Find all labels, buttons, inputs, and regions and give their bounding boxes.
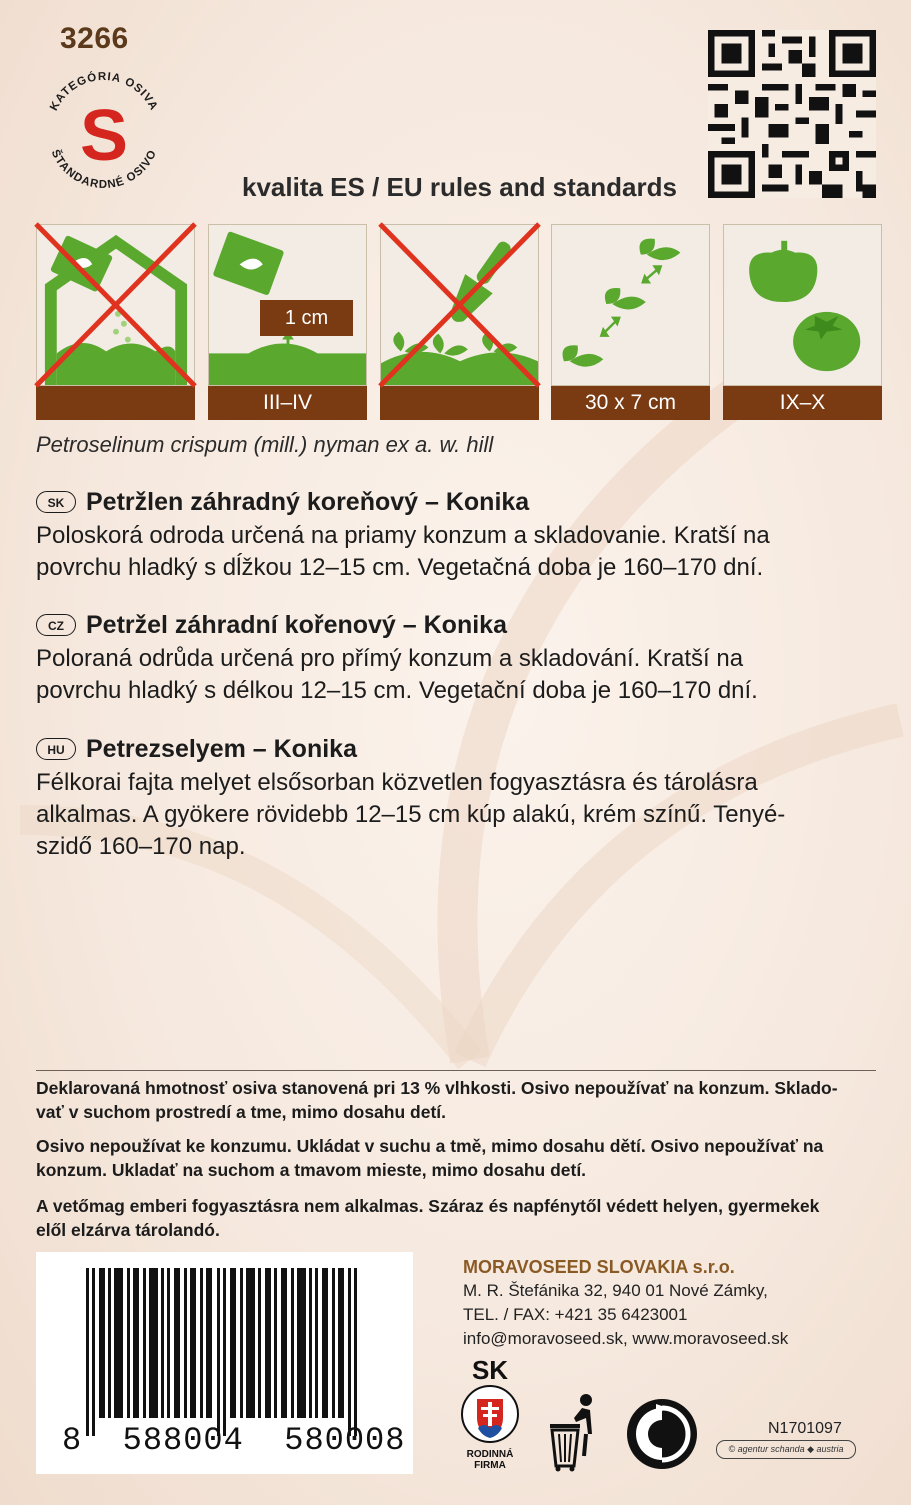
slovak-shield-icon <box>460 1384 520 1444</box>
description-title: Petržel záhradní kořenový – Konika <box>86 610 507 639</box>
storage-note-cz <box>36 1134 866 1182</box>
description-cz <box>36 609 886 707</box>
description-hu <box>36 733 886 863</box>
latin-name: Petroselinum crispum (mill.) nyman ex a. w. hill <box>36 432 494 457</box>
storage-note-sk <box>36 1076 866 1124</box>
quality-standard-text: kvalita ES / EU rules and standards <box>242 172 677 202</box>
family-firm-label-2: FIRMA <box>474 1460 506 1471</box>
company-info <box>463 1255 788 1351</box>
company-phone: TEL. / FAX: +421 35 6423001 <box>463 1305 688 1324</box>
description-line: povrchu hladký s délkou 12–15 cm. Vegetační doba je 160–170 dní. <box>36 677 758 704</box>
lang-badge-sk: SK <box>36 491 76 513</box>
note-line: Osivo nepoužívat ke konzumu. Ukládat v suchu a tmě, mimo dosahu dětí. Osivo nepoužívať na <box>36 1136 824 1156</box>
barcode-bars <box>86 1268 366 1438</box>
product-code: 3266 <box>60 22 129 55</box>
description-line: alkalmas. A gyökere rövidebb 12–15 cm kúp alakú, krém színű. Tenyé- <box>36 801 786 828</box>
note-line: A vetőmag emberi fogyasztásra nem alkalmas. Száraz és napfénytől védett helyen, gyermekek <box>36 1196 820 1216</box>
description-line: Polorаná odrůda určená pro přímý konzum a skladování. Kratší na <box>36 645 744 672</box>
description-line: Poloskorá odroda určená na priamy konzum a skladovanie. Kratší na <box>36 522 770 549</box>
pepper-tomato-icon <box>723 224 882 386</box>
storage-note-hu <box>36 1194 866 1242</box>
company-name: MORAVOSEED SLOVAKIA s.r.o. <box>463 1257 735 1277</box>
badge-ring-bottom-text: ŠTANDARDNÉ OSIVO <box>48 147 160 192</box>
description-sk <box>36 486 886 584</box>
note-line: Deklarovaná hmotnosť osiva stanovená pri 13 % vlhkosti. Osivo nepoužívať na konzum. Sklado- <box>36 1078 838 1098</box>
dispose-in-bin-icon <box>546 1392 602 1472</box>
description-title: Petrezselyem – Konika <box>86 734 357 763</box>
recycling-green-dot-icon <box>626 1398 698 1470</box>
barcode-group-1: 588004 <box>122 1422 244 1459</box>
description-title: Petržlen záhradný koreňový – Konika <box>86 487 530 516</box>
description-line: szidő 160–170 nap. <box>36 833 246 860</box>
sowing-instructions-row <box>36 224 882 420</box>
note-line: elől elzárva tárolandó. <box>36 1220 220 1240</box>
country-code: SK <box>471 1355 509 1385</box>
divider <box>36 1070 876 1071</box>
qr-code[interactable] <box>708 30 876 198</box>
lang-badge-hu: HU <box>36 738 76 760</box>
description-line: povrchu hladký s dĺžkou 12–15 cm. Vegetačná doba je 160–170 dní. <box>36 554 764 581</box>
icon-harvest <box>723 224 882 420</box>
barcode-group-2: 580008 <box>284 1422 406 1459</box>
description-line: Félkorai fajta melyet elsősorban közvetlen fogyasztásra és tárolásra <box>36 769 758 796</box>
company-address: M. R. Štefánika 32, 940 01 Nové Zámky, <box>463 1281 768 1300</box>
barcode[interactable] <box>36 1252 413 1474</box>
seed-category-badge <box>34 62 174 202</box>
note-line: vať v suchom prostredí a tme, mimo dosahu detí. <box>36 1102 447 1122</box>
barcode-first-digit: 8 <box>62 1422 83 1459</box>
sowing-depth-label: 1 cm <box>260 300 353 336</box>
icon-label: IX–X <box>723 386 882 420</box>
note-line: konzum. Ukladať na suchom a tmavom mieste, mimo dosahu detí. <box>36 1160 587 1180</box>
icon-label: III–IV <box>208 386 367 420</box>
icon-transplanting <box>380 224 539 420</box>
cross-icon <box>32 220 199 390</box>
company-web[interactable]: info@moravoseed.sk, www.moravoseed.sk <box>463 1329 789 1348</box>
barcode-digits <box>62 1422 405 1459</box>
agency-credit: © agentur schanda ◆ austria <box>716 1440 856 1459</box>
family-firm-label-1: RODINNÁ <box>466 1449 514 1460</box>
icon-greenhouse-sowing <box>36 224 195 420</box>
badge-ring-top-text: KATEGÓRIA OSIVA <box>48 70 160 113</box>
icon-label <box>380 386 539 420</box>
badge-letter: S <box>79 96 129 176</box>
family-firm-logo <box>458 1356 522 1476</box>
serial-number: N1701097 <box>768 1420 842 1437</box>
icon-plant-spacing <box>551 224 710 420</box>
cross-icon <box>376 220 543 390</box>
icon-label <box>36 386 195 420</box>
spacing-seedlings-icon <box>551 224 710 386</box>
icon-label: 30 x 7 cm <box>551 386 710 420</box>
lang-badge-cz: CZ <box>36 614 76 636</box>
